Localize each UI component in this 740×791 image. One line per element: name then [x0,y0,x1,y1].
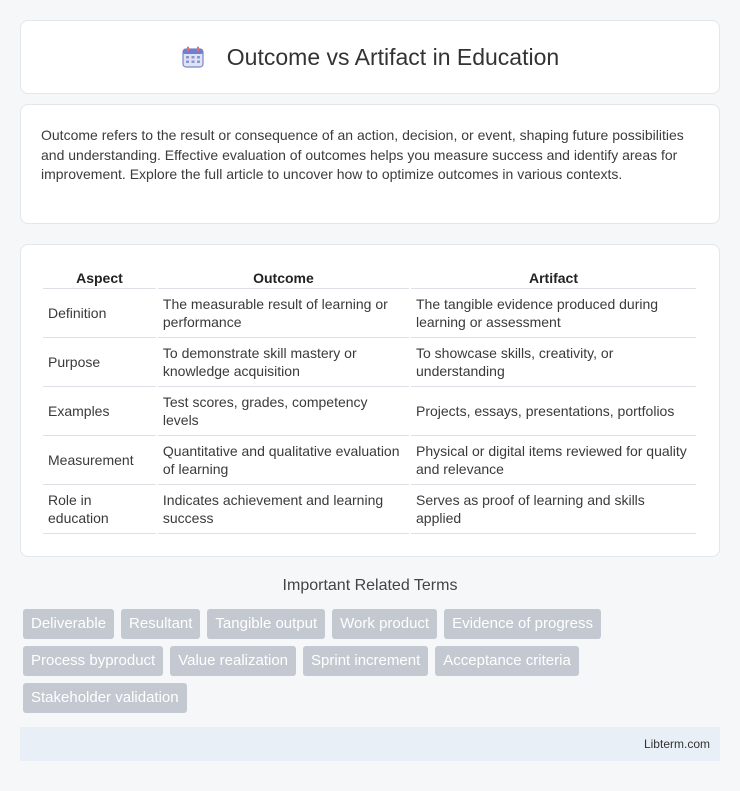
related-terms-list [23,609,723,713]
header-outcome: Outcome [158,267,409,289]
term-tag[interactable]: Resultant [121,609,200,639]
calendar-icon [181,45,205,69]
table-row [43,436,696,485]
comparison-table-card [20,244,720,557]
row-aspect: Measurement [43,436,156,485]
term-tag[interactable]: Sprint increment [303,646,428,676]
row-outcome: Test scores, grades, competency levels [158,387,409,436]
row-outcome: Indicates achievement and learning success [158,485,409,534]
header-card [20,20,720,94]
term-tag[interactable]: Evidence of progress [444,609,601,639]
row-aspect: Role in education [43,485,156,534]
term-tag[interactable]: Tangible output [207,609,325,639]
intro-card [20,104,720,224]
table-row [43,485,696,534]
row-outcome: The measurable result of learning or performance [158,289,409,338]
term-tag[interactable]: Deliverable [23,609,114,639]
row-artifact: The tangible evidence produced during learning or assessment [411,289,696,338]
row-aspect: Examples [43,387,156,436]
footer [20,727,720,761]
term-tag[interactable]: Work product [332,609,437,639]
header-aspect: Aspect [43,267,156,289]
header-artifact: Artifact [411,267,696,289]
table-row [43,289,696,338]
row-aspect: Purpose [43,338,156,387]
row-outcome: To demonstrate skill mastery or knowledge acquisition [158,338,409,387]
related-terms-title: Important Related Terms [282,577,458,594]
term-tag[interactable]: Value realization [170,646,296,676]
term-tag[interactable]: Acceptance criteria [435,646,579,676]
comparison-table [41,267,698,534]
table-header-row [43,267,696,289]
row-artifact: To showcase skills, creativity, or understanding [411,338,696,387]
intro-text: Outcome refers to the result or consequence of an action, decision, or event, shaping future possibilities and understanding. Effective evaluation of outcomes helps you measure success and identify areas for improvement. Explore the full article to uncover how to optimize outcomes in various contexts. [41,127,684,182]
table-row [43,387,696,436]
row-artifact: Physical or digital items reviewed for quality and relevance [411,436,696,485]
row-aspect: Definition [43,289,156,338]
term-tag[interactable]: Stakeholder validation [23,683,187,713]
page-title: Outcome vs Artifact in Education [226,43,560,70]
row-artifact: Serves as proof of learning and skills applied [411,485,696,534]
table-row [43,338,696,387]
row-artifact: Projects, essays, presentations, portfolios [411,387,696,436]
footer-site-link[interactable]: Libterm.com [643,737,710,751]
row-outcome: Quantitative and qualitative evaluation of learning [158,436,409,485]
term-tag[interactable]: Process byproduct [23,646,163,676]
